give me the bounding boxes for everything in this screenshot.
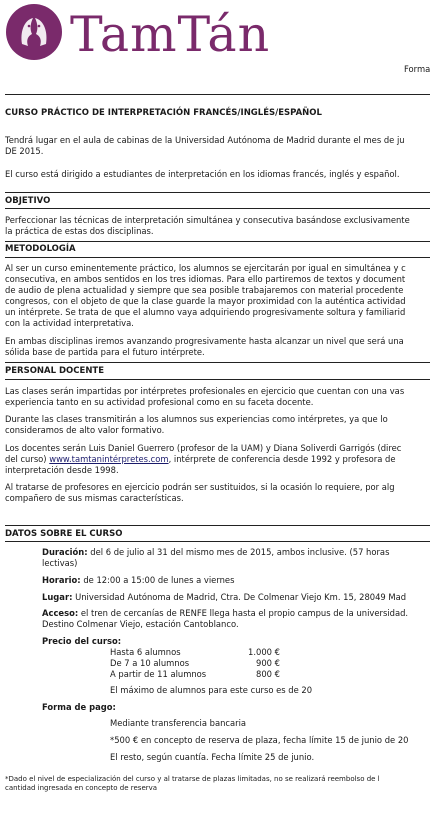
pago-line: Mediante transferencia bancaria [110, 718, 247, 728]
price-row: Hasta 6 alumnos 1.000 € [110, 647, 280, 657]
acceso-line: Acceso: el tren de cercanías de RENFE llega hasta el propio campus de la universidad. [42, 608, 409, 618]
metodologia-line: un intérprete. Se trata de que el alumno vaya adquiriendo progresivamente soltura y familiarid [5, 307, 406, 317]
brand-name: TamTán [70, 6, 271, 63]
personal-line: consideramos de alto valor formativo. [5, 425, 165, 435]
duracion-line: Duración: del 6 de julio al 31 del mismo mes de 2015, ambos inclusive. (57 horas [42, 547, 390, 557]
divider [5, 94, 430, 95]
metodologia-line: con la actividad interpretativa. [5, 318, 134, 328]
footnote-line: cantidad ingresada en concepto de reserva [5, 784, 158, 792]
divider [5, 241, 430, 242]
metodologia-line: sólida base de partida para el futuro intérprete. [5, 347, 205, 357]
section-heading-personal: PERSONAL DOCENTE [5, 366, 105, 376]
personal-line: Las clases serán impartidas por intérpretes profesionales en ejercicio que cuentan con una vas [5, 386, 405, 396]
metodologia-line: de audio de plena actualidad y siempre que sea posible trabajaremos con material procedente [5, 285, 404, 295]
objetivo-line: la práctica de estas dos disciplinas. [5, 226, 154, 236]
precio-label: Precio del curso: [42, 636, 122, 646]
footnote-line: *Dado el nivel de especialización del curso y al tratarse de plazas limitadas, no se realizará reembolso de l [5, 775, 380, 783]
divider [5, 362, 430, 363]
price-row: A partir de 11 alumnos 800 € [110, 669, 280, 679]
intro-line: El curso está dirigido a estudiantes de interpretación en los idiomas francés, inglés y español. [5, 169, 400, 179]
acceso-line: Destino Colmenar Viejo, estación Cantoblanco. [42, 619, 239, 629]
divider [5, 379, 430, 380]
personal-line: compañero de sus mismas características. [5, 493, 184, 503]
duracion-line: lectivas) [42, 558, 78, 568]
personal-line: Los docentes serán Luis Daniel Guerrero (profesor de la UAM) y Diana Soliverdi Garrigós (direc [5, 443, 402, 453]
divider [5, 541, 430, 542]
tamtan-logo [6, 4, 62, 60]
metodologia-line: En ambas disciplinas iremos avanzando progresivamente hasta alcanzar un nivel que será una [5, 336, 404, 346]
personal-line: Al tratarse de profesores en ejercicio podrán ser sustituidos, si la ocasión lo requiere, por alg [5, 482, 395, 492]
pago-label: Forma de pago: [42, 702, 116, 712]
divider [5, 525, 430, 526]
objetivo-line: Perfeccionar las técnicas de interpretación simultánea y consecutiva basándose exclusivamente [5, 215, 410, 225]
metodologia-line: consecutiva, en ambos sentidos en los tres idiomas. Para ello partiremos de textos y document [5, 274, 406, 284]
divider [5, 208, 430, 209]
personal-line: del curso) www.tamtanintérpretes.com, intérprete de conferencia desde 1992 y profesora de [5, 454, 396, 464]
divider [5, 192, 430, 193]
website-link[interactable]: www.tamtanintérpretes.com [49, 454, 169, 464]
intro-line: Tendrá lugar en el aula de cabinas de la Universidad Autónoma de Madrid durante el mes de ju [5, 135, 405, 145]
section-heading-datos: DATOS SOBRE EL CURSO [5, 529, 123, 539]
intro-line: DE 2015. [5, 146, 44, 156]
lugar-line: Lugar: Universidad Autónoma de Madrid, Ctra. De Colmenar Viejo Km. 15, 28049 Mad [42, 592, 407, 602]
personal-line: interpretación desde 1998. [5, 465, 119, 475]
horario-line: Horario: de 12:00 a 15:00 de lunes a viernes [42, 575, 235, 585]
header-right-text: Forma [404, 64, 430, 74]
divider [5, 257, 430, 258]
pago-line: El resto, según cuantía. Fecha límite 25 de junio. [110, 752, 315, 762]
metodologia-line: congresos, con el objeto de que la clase guarde la mayor proximidad con la auténtica actividad [5, 296, 406, 306]
personal-line: Durante las clases transmitirán a los alumnos sus experiencias como intérpretes, ya que lo [5, 414, 388, 424]
course-title: CURSO PRÁCTICO DE INTERPRETACIÓN FRANCÉS/INGLÉS/ESPAÑOL [5, 108, 322, 118]
personal-line: experiencia tanto en su actividad profesional como en su faceta docente. [5, 397, 314, 407]
pago-line: *500 € en concepto de reserva de plaza, fecha límite 15 de junio de 20 [110, 735, 409, 745]
metodologia-line: Al ser un curso eminentemente práctico, los alumnos se ejercitarán por igual en simultánea y c [5, 263, 406, 273]
section-heading-objetivo: OBJETIVO [5, 196, 51, 206]
maximo-line: El máximo de alumnos para este curso es de 20 [110, 685, 313, 695]
price-row: De 7 a 10 alumnos 900 € [110, 658, 280, 668]
section-heading-metodologia: METODOLOGÍA [5, 244, 76, 254]
